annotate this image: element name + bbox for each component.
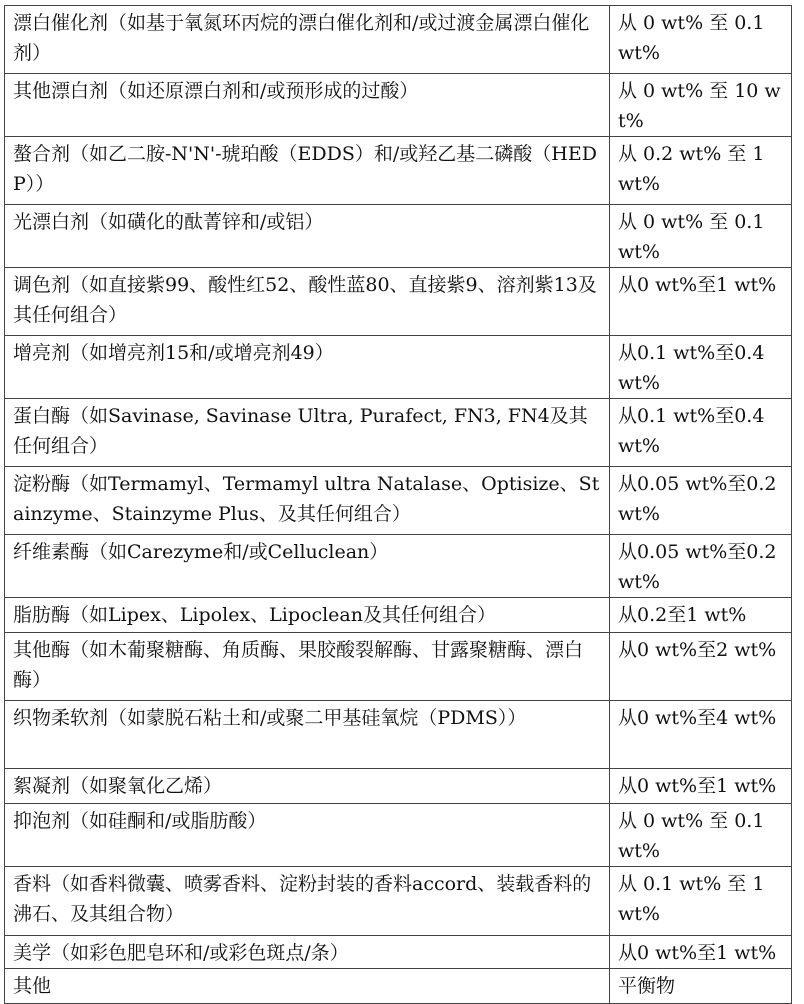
table-row [5,701,792,769]
range-cell: 从 0.1 wt% 至 1 wt% [610,867,792,936]
ingredient-cell: 光漂白剂（如磺化的酞菁锌和/或铝） [5,205,610,268]
table-row [5,598,792,633]
table-row [5,633,792,701]
table-row [5,804,792,867]
ingredient-cell: 织物柔软剂（如蒙脱石粘土和/或聚二甲基硅氧烷（PDMS）） [5,701,610,769]
table-row [5,336,792,399]
range-cell: 从0 wt%至1 wt% [610,268,792,336]
table-row [5,6,792,74]
range-cell: 从0 wt%至4 wt% [610,701,792,769]
table-row [5,936,792,969]
ingredient-table [4,5,792,1004]
table-row [5,867,792,936]
ingredient-cell: 螯合剂（如乙二胺-N'N'-琥珀酸（EDDS）和/或羟乙基二磷酸（HEDP）） [5,137,610,205]
range-cell: 从0.1 wt%至0.4 wt% [610,336,792,399]
ingredient-cell: 抑泡剂（如硅酮和/或脂肪酸） [5,804,610,867]
range-cell: 从0.05 wt%至0.2 wt% [610,467,792,535]
ingredient-cell: 漂白催化剂（如基于氧氮环丙烷的漂白催化剂和/或过渡金属漂白催化剂） [5,6,610,74]
table-row [5,769,792,804]
ingredient-cell: 其他 [5,969,610,1004]
table-row [5,399,792,467]
table-row [5,268,792,336]
ingredient-cell: 淀粉酶（如Termamyl、Termamyl ultra Natalase、Optisize、Stainzyme、Stainzyme Plus、及其任何组合） [5,467,610,535]
ingredient-cell: 香料（如香料微囊、喷雾香料、淀粉封装的香料accord、装载香料的沸石、及其组合物） [5,867,610,936]
range-cell: 从 0 wt% 至 0.1 wt% [610,804,792,867]
range-cell: 从 0 wt% 至 10 wt% [610,74,792,137]
ingredient-table-body [5,6,792,1004]
table-row [5,467,792,535]
ingredient-cell: 其他酶（如木葡聚糖酶、角质酶、果胶酸裂解酶、甘露聚糖酶、漂白酶） [5,633,610,701]
range-cell: 平衡物 [610,969,792,1004]
table-row [5,969,792,1004]
ingredient-cell: 絮凝剂（如聚氧化乙烯） [5,769,610,804]
ingredient-cell: 增亮剂（如增亮剂15和/或增亮剂49） [5,336,610,399]
table-row [5,74,792,137]
ingredient-cell: 调色剂（如直接紫99、酸性红52、酸性蓝80、直接紫9、溶剂紫13及其任何组合） [5,268,610,336]
range-cell: 从0 wt%至2 wt% [610,633,792,701]
range-cell: 从 0 wt% 至 0.1 wt% [610,6,792,74]
table-row [5,535,792,598]
range-cell: 从0.2至1 wt% [610,598,792,633]
range-cell: 从0.05 wt%至0.2 wt% [610,535,792,598]
table-row [5,137,792,205]
ingredient-cell: 纤维素酶（如Carezyme和/或Celluclean） [5,535,610,598]
range-cell: 从 0 wt% 至 0.1 wt% [610,205,792,268]
ingredient-cell: 蛋白酶（如Savinase, Savinase Ultra, Purafect, FN3, FN4及其任何组合） [5,399,610,467]
ingredient-cell: 美学（如彩色肥皂环和/或彩色斑点/条） [5,936,610,969]
range-cell: 从 0.2 wt% 至 1 wt% [610,137,792,205]
range-cell: 从0 wt%至1 wt% [610,769,792,804]
ingredient-cell: 其他漂白剂（如还原漂白剂和/或预形成的过酸） [5,74,610,137]
table-row [5,205,792,268]
range-cell: 从0.1 wt%至0.4 wt% [610,399,792,467]
range-cell: 从0 wt%至1 wt% [610,936,792,969]
ingredient-cell: 脂肪酶（如Lipex、Lipolex、Lipoclean及其任何组合） [5,598,610,633]
